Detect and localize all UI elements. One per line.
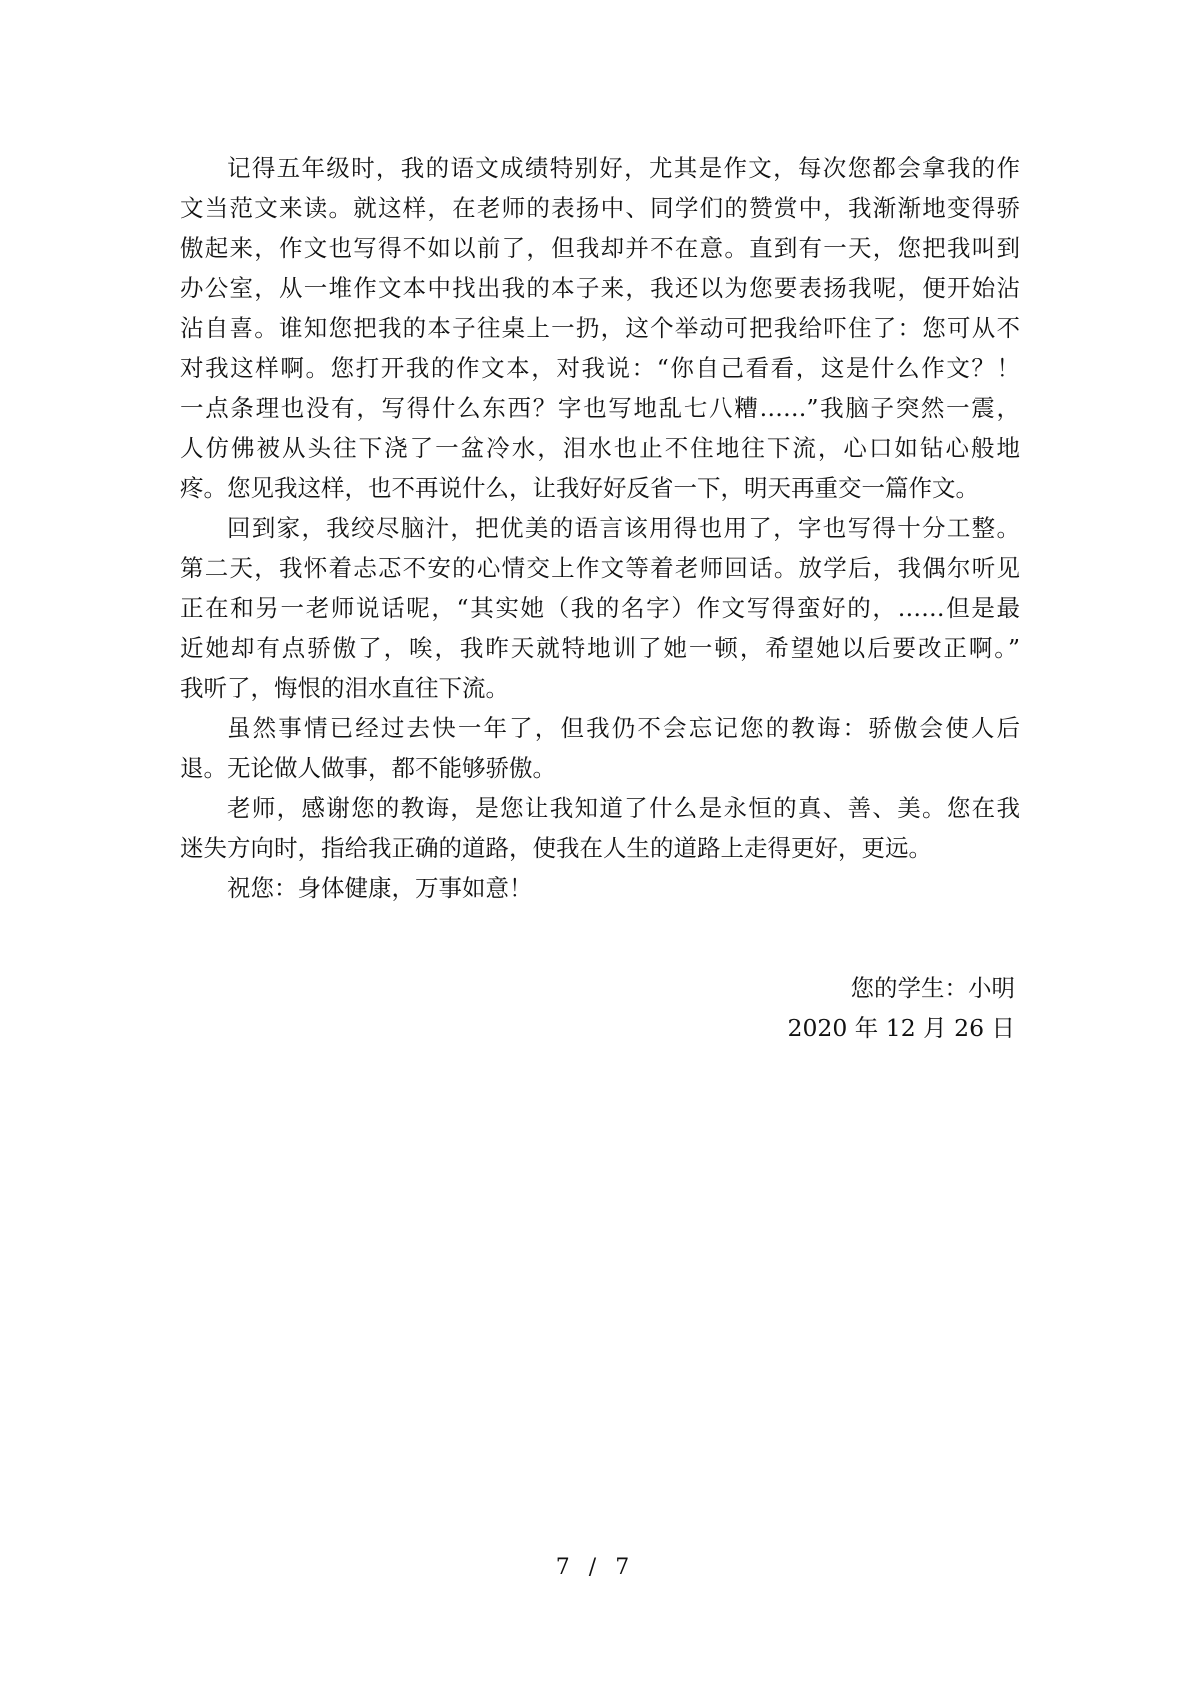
signature-block bbox=[660, 968, 1015, 1048]
paragraph-line: 一点条理也没有，写得什么东西？字也写地乱七八糟……”我脑子突然一震， bbox=[180, 394, 1020, 422]
paragraph-line: 正在和另一老师说话呢，“其实她（我的名字）作文写得蛮好的，……但是最 bbox=[180, 594, 1020, 622]
letter-date: 2020 年 12 月 26 日 bbox=[787, 1014, 1015, 1042]
paragraph-line: 疼。您见我这样，也不再说什么，让我好好反省一下，明天再重交一篇作文。 bbox=[180, 474, 979, 502]
paragraph-line: 对我这样啊。您打开我的作文本，对我说：“你自己看看，这是什么作文？！ bbox=[180, 354, 1020, 382]
paragraph-line: 迷失方向时，指给我正确的道路，使我在人生的道路上走得更好，更远。 bbox=[180, 834, 932, 862]
paragraph-4 bbox=[180, 788, 1020, 868]
paragraph-line: 老师，感谢您的教诲，是您让我知道了什么是永恒的真、善、美。您在我 bbox=[227, 794, 1020, 822]
closing-wish: 祝您：身体健康，万事如意！ bbox=[227, 874, 533, 902]
paragraph-line: 我听了，悔恨的泪水直往下流。 bbox=[180, 674, 509, 702]
paragraph-line: 沾自喜。谁知您把我的本子往桌上一扔，这个举动可把我给吓住了：您可从不 bbox=[180, 314, 1020, 342]
paragraph-1 bbox=[180, 148, 1020, 508]
paragraph-2 bbox=[180, 508, 1020, 708]
paragraph-line: 办公室，从一堆作文本中找出我的本子来，我还以为您要表扬我呢，便开始沾 bbox=[180, 274, 1020, 302]
paragraph-line: 第二天，我怀着忐忑不安的心情交上作文等着老师回话。放学后，我偶尔听见 bbox=[180, 554, 1020, 582]
page-number: 7 / 7 bbox=[555, 1555, 636, 1580]
paragraph-line: 近她却有点骄傲了，唉，我昨天就特地训了她一顿，希望她以后要改正啊。” bbox=[180, 634, 1020, 662]
paragraph-line: 人仿佛被从头往下浇了一盆冷水，泪水也止不住地往下流，心口如钻心般地 bbox=[180, 434, 1020, 462]
paragraph-line: 傲起来，作文也写得不如以前了，但我却并不在意。直到有一天，您把我叫到 bbox=[180, 234, 1020, 262]
paragraph-line: 记得五年级时，我的语文成绩特别好，尤其是作文，每次您都会拿我的作 bbox=[227, 154, 1020, 182]
paragraph-3 bbox=[180, 708, 1020, 788]
paragraph-line: 虽然事情已经过去快一年了，但我仍不会忘记您的教诲：骄傲会使人后 bbox=[227, 714, 1020, 742]
paragraph-line: 退。无论做人做事，都不能够骄傲。 bbox=[180, 754, 556, 782]
signature: 您的学生：小明 bbox=[850, 974, 1015, 1002]
paragraph-line: 文当范文来读。就这样，在老师的表扬中、同学们的赞赏中，我渐渐地变得骄 bbox=[180, 194, 1020, 222]
paragraph-line: 回到家，我绞尽脑汁，把优美的语言该用得也用了，字也写得十分工整。 bbox=[227, 514, 1020, 542]
letter-body bbox=[180, 148, 1020, 908]
